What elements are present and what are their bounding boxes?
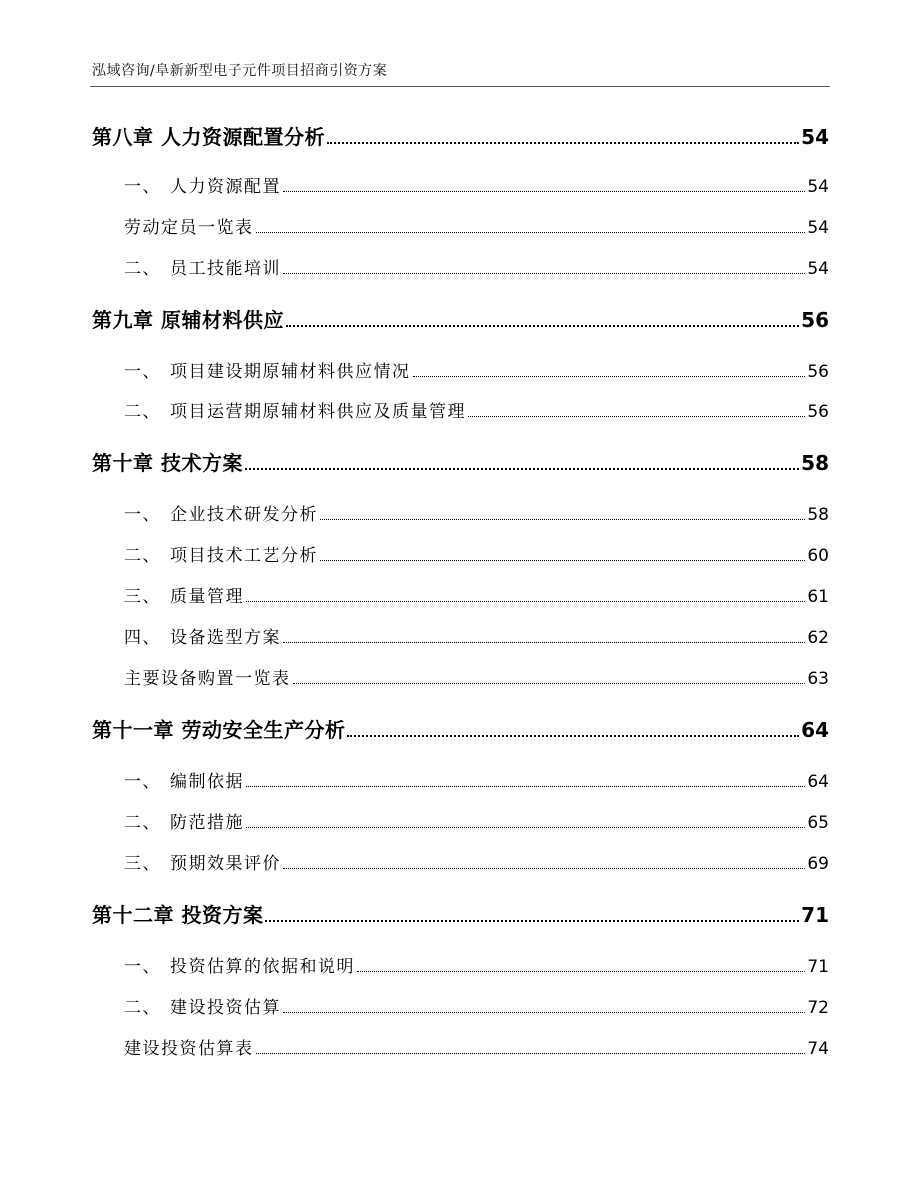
dot-leader (320, 519, 805, 520)
toc-section-8-1[interactable] (124, 173, 829, 201)
toc-chapter-11[interactable] (92, 716, 829, 744)
toc-table-10-equipment[interactable] (124, 665, 829, 693)
dot-leader (283, 191, 805, 192)
toc-chapter-12[interactable] (92, 901, 829, 929)
toc-page-number: 56 (801, 308, 829, 332)
toc-entry-number: 三、 (124, 854, 161, 874)
toc-entry-number: 二、 (124, 402, 161, 422)
dot-leader (283, 273, 805, 274)
toc-section-8-2[interactable] (124, 255, 829, 283)
toc-page-number: 63 (807, 669, 829, 689)
toc-section-12-2[interactable] (124, 994, 829, 1022)
dot-leader (283, 642, 805, 643)
toc-entry-title: 编制依据 (170, 772, 244, 792)
toc-section-11-1[interactable] (124, 768, 829, 796)
toc-page-number: 58 (801, 451, 829, 475)
toc-page-number: 64 (801, 718, 829, 742)
toc-entry-title: 第十二章 投资方案 (92, 903, 264, 927)
toc-entry-title: 劳动定员一览表 (124, 218, 254, 238)
toc-entry-number: 二、 (124, 813, 161, 833)
toc-entry-title: 第九章 原辅材料供应 (92, 308, 284, 332)
toc-chapter-10[interactable] (92, 449, 829, 477)
toc-entry-number: 一、 (124, 957, 161, 977)
toc-chapter-8[interactable] (92, 123, 829, 151)
toc-section-11-3[interactable] (124, 850, 829, 878)
dot-leader (256, 232, 806, 233)
dot-leader (468, 416, 805, 417)
toc-section-12-1[interactable] (124, 953, 829, 981)
toc-entry-number: 一、 (124, 772, 161, 792)
toc-entry-title: 项目技术工艺分析 (170, 546, 318, 566)
dot-leader (246, 601, 805, 602)
dot-leader (327, 142, 799, 144)
toc-entry-title: 第十一章 劳动安全生产分析 (92, 718, 346, 742)
toc-page-number: 56 (807, 402, 829, 422)
toc-table-12-investment[interactable] (124, 1035, 829, 1063)
toc-entry-title: 防范措施 (170, 813, 244, 833)
toc-entry-title: 主要设备购置一览表 (124, 669, 291, 689)
dot-leader (283, 1012, 805, 1013)
toc-entry-title: 设备选型方案 (170, 628, 281, 648)
toc-section-9-1[interactable] (124, 358, 829, 386)
toc-entry-number: 一、 (124, 177, 161, 197)
toc-entry-title: 企业技术研发分析 (170, 505, 318, 525)
dot-leader (413, 376, 806, 377)
toc-section-10-3[interactable] (124, 583, 829, 611)
toc-page-number: 65 (807, 813, 829, 833)
dot-leader (286, 325, 799, 327)
dot-leader (347, 735, 799, 737)
toc-page-number: 54 (807, 218, 829, 238)
toc-page-number: 64 (807, 772, 829, 792)
toc-entry-number: 四、 (124, 628, 161, 648)
toc-entry-title: 预期效果评价 (170, 854, 281, 874)
dot-leader (357, 971, 805, 972)
toc-section-10-2[interactable] (124, 542, 829, 570)
toc-page-number: 71 (801, 903, 829, 927)
toc-page-number: 62 (807, 628, 829, 648)
toc-entry-number: 二、 (124, 259, 161, 279)
dot-leader (256, 1053, 806, 1054)
dot-leader (265, 920, 799, 922)
toc-section-11-2[interactable] (124, 809, 829, 837)
toc-page-number: 60 (807, 546, 829, 566)
toc-section-9-2[interactable] (124, 398, 829, 426)
toc-page-number: 54 (807, 259, 829, 279)
toc-entry-number: 一、 (124, 505, 161, 525)
toc-table-8-staffing[interactable] (124, 214, 829, 242)
toc-entry-title: 建设投资估算 (170, 998, 281, 1018)
toc-page-number: 72 (807, 998, 829, 1018)
toc-page-number: 74 (807, 1039, 829, 1059)
dot-leader (320, 560, 805, 561)
toc-section-10-1[interactable] (124, 501, 829, 529)
toc-page-number: 56 (807, 362, 829, 382)
dot-leader (246, 827, 805, 828)
toc-entry-number: 一、 (124, 362, 161, 382)
toc-page-number: 54 (801, 125, 829, 149)
toc-entry-title: 建设投资估算表 (124, 1039, 254, 1059)
running-header: 泓域咨询/阜新新型电子元件项目招商引资方案 (92, 63, 388, 79)
toc-entry-title: 项目运营期原辅材料供应及质量管理 (170, 402, 466, 422)
toc-section-10-4[interactable] (124, 624, 829, 652)
toc-entry-title: 质量管理 (170, 587, 244, 607)
toc-page-number: 71 (807, 957, 829, 977)
toc-entry-title: 员工技能培训 (170, 259, 281, 279)
toc-page-number: 58 (807, 505, 829, 525)
toc-entry-title: 第八章 人力资源配置分析 (92, 125, 325, 149)
toc-chapter-9[interactable] (92, 306, 829, 334)
toc-page-number: 54 (807, 177, 829, 197)
dot-leader (246, 786, 805, 787)
toc-entry-title: 人力资源配置 (170, 177, 281, 197)
dot-leader (293, 683, 806, 684)
toc-entry-number: 二、 (124, 998, 161, 1018)
toc-page-number: 69 (807, 854, 829, 874)
toc-entry-title: 投资估算的依据和说明 (170, 957, 355, 977)
dot-leader (283, 868, 805, 869)
toc-entry-title: 第十章 技术方案 (92, 451, 243, 475)
toc-entry-number: 三、 (124, 587, 161, 607)
toc-page-number: 61 (807, 587, 829, 607)
toc-entry-title: 项目建设期原辅材料供应情况 (170, 362, 411, 382)
dot-leader (245, 468, 799, 470)
toc-entry-number: 二、 (124, 546, 161, 566)
